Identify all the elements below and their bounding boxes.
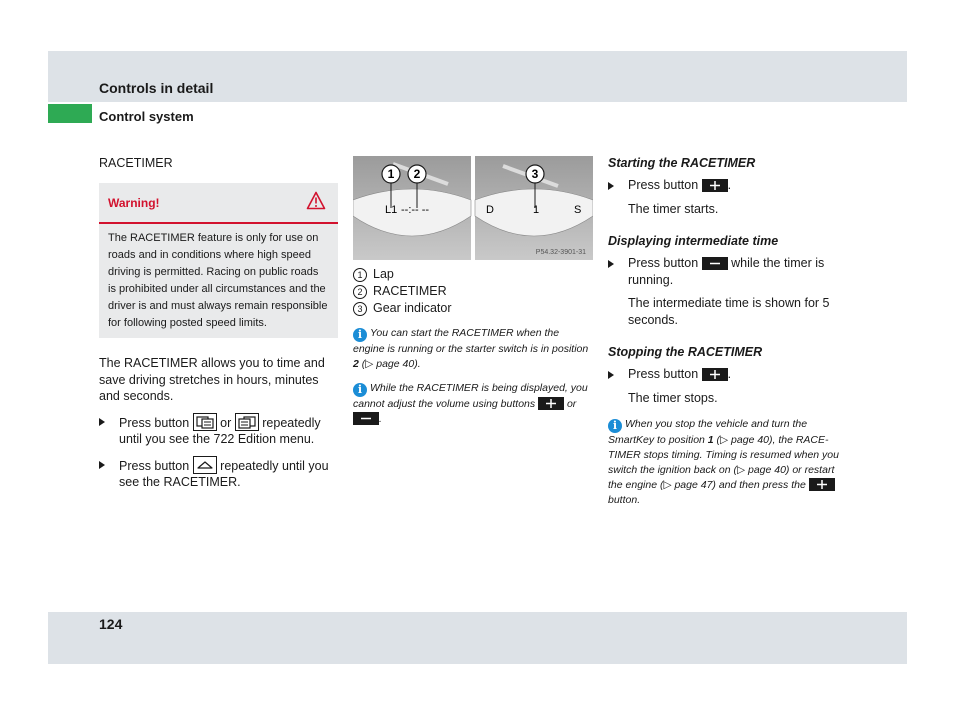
step-start-timer: Press button . [608,177,850,194]
bullet-arrow-icon [99,418,105,426]
column-right [608,156,850,508]
up-arrow-button-icon [193,456,217,474]
callout-1-label: 1 [387,167,395,181]
sub-title: Control system [99,109,194,124]
figure-reference: P54.32-3901-31 [535,249,586,256]
warning-triangle-icon [306,191,326,215]
page-number: 124 [99,616,123,632]
step-intermediate: Press button while the timer is running. [608,255,850,288]
step-text: Press button [119,415,190,430]
column-middle [353,156,593,427]
legend-label: Lap [373,267,394,281]
result-timer-starts: The timer starts. [628,201,719,216]
footer-band [48,612,907,664]
instrument-figure [353,156,593,260]
bullet-arrow-icon [99,461,105,469]
section-marker [48,104,92,123]
step-open-menu [99,413,339,448]
lap-readout: L1 [385,204,398,216]
step-text: repeatedly until you see the RACETIMER. [119,458,329,489]
plus-button-icon [702,368,728,381]
result-intermediate: The intermediate time is shown for 5 seconds. [628,296,830,327]
legend-number: 1 [353,268,367,282]
legend-label: Gear indicator [373,301,452,315]
step-stop-timer: Press button . [608,366,850,383]
time-readout: --:-- -- [401,204,430,216]
step-text: repeatedly until you see the 722 Edition menu. [119,415,321,446]
legend-item [353,300,593,317]
info-note-volume: i While the RACETIMER is being displayed, you cannot adjust the volume using buttons or . [353,382,588,425]
legend-item [353,283,593,300]
step-select-racetimer [99,456,339,491]
plus-button-icon [702,179,728,192]
callout-2-label: 2 [413,167,421,181]
gear-mid: 1 [533,204,540,216]
bullet-arrow-icon [608,182,614,190]
legend-number: 3 [353,302,367,316]
bullet-arrow-icon [608,260,614,268]
warning-header [99,183,338,224]
result-timer-stops: The timer stops. [628,390,718,405]
starting-heading: Starting the RACETIMER [608,156,756,170]
gear-left: D [486,204,494,216]
info-icon: i [608,419,622,433]
section-title: Controls in detail [99,80,214,96]
racetimer-heading: RACETIMER [99,156,173,170]
legend-label: RACETIMER [373,284,447,298]
column-left [99,156,339,491]
figure-legend [353,266,593,317]
bullet-arrow-icon [608,371,614,379]
info-icon: i [353,383,367,397]
gear-right: S [574,204,582,216]
plus-button-icon [538,397,564,410]
callout-3-label: 3 [531,167,539,181]
minus-button-icon [702,257,728,270]
intermediate-heading: Displaying intermediate time [608,234,779,248]
legend-number: 2 [353,285,367,299]
intro-text: The RACETIMER allows you to time and save driving stretches in hours, minutes and seconds. [99,356,325,403]
step-text: or [220,415,232,430]
stopping-heading: Stopping the RACETIMER [608,345,763,359]
info-note-stop: i When you stop the vehicle and turn the SmartKey to position 1 (▷ page 40), the RACE-TIMER stops timing. Timing is resumed when you switch the ignition back on (▷ page 40) or restart the engine (▷ page 47) and then press the button. [608,418,839,506]
menu-back-button-icon [193,413,217,431]
plus-button-icon [809,478,835,491]
legend-item [353,266,593,283]
warning-box [99,183,338,338]
info-icon: i [353,328,367,342]
warning-body: The RACETIMER feature is only for use on roads and in conditions where high speed driving is permitted. Racing on public roads is prohibited under all circumstances and the driver is and must always remain responsible for following posted speed limits. [108,232,328,329]
step-text: Press button [119,458,190,473]
minus-button-icon [353,412,379,425]
menu-forward-button-icon [235,413,259,431]
instrument-figure-graphic [353,156,593,260]
warning-label: Warning! [108,196,160,210]
info-note-start: i You can start the RACETIMER when the engine is running or the starter switch is in position 2 (▷ page 40). [353,327,589,370]
